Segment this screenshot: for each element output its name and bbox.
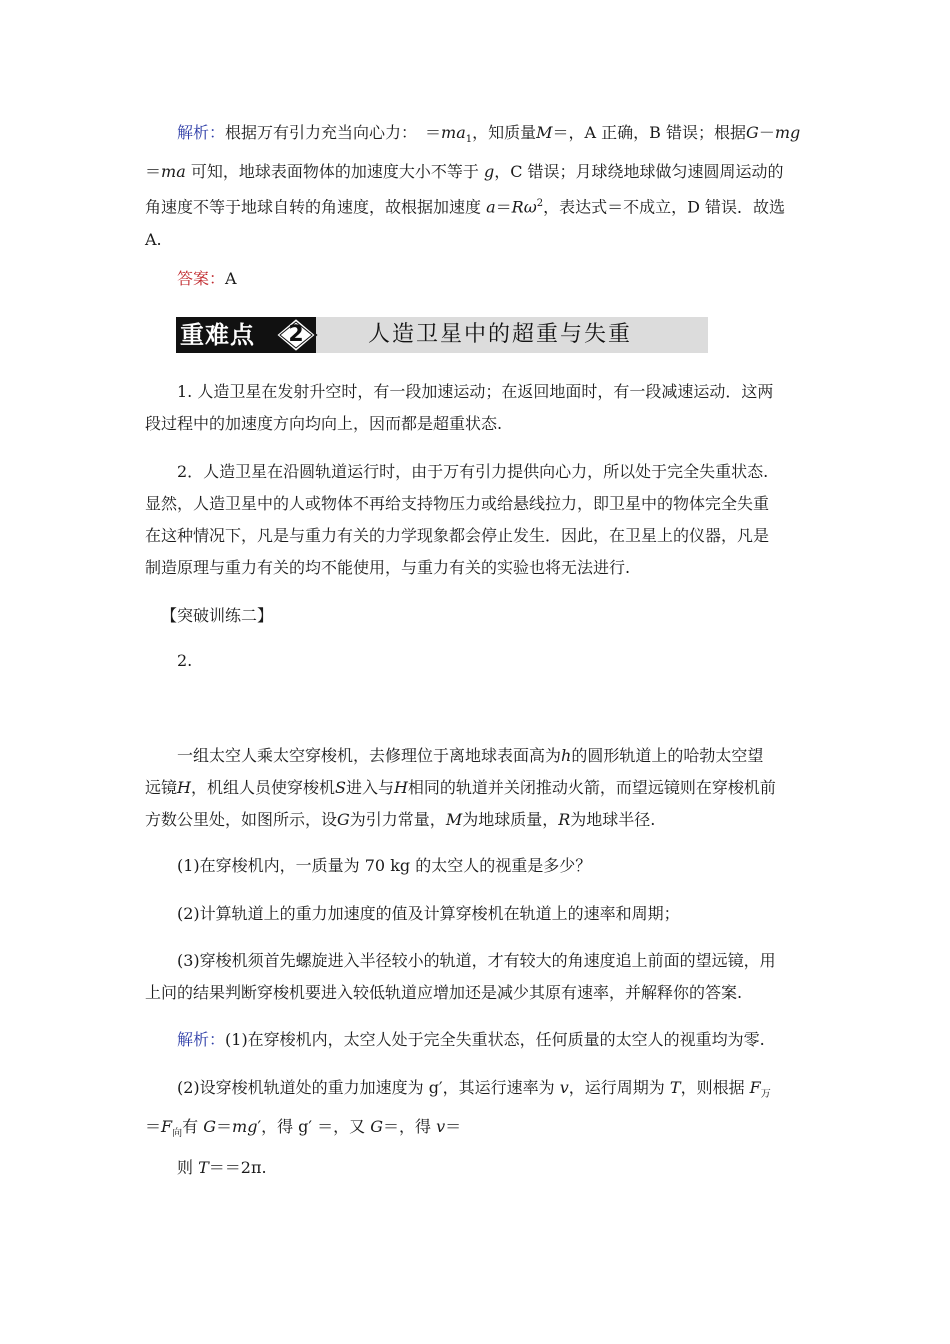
question-line: (1)在穿梭机内，一质量为 70 kg 的太空人的视重是多少？ — [177, 856, 592, 875]
text: ＝ — [145, 162, 162, 182]
var: R — [558, 810, 571, 829]
analysis-paragraph-1 — [145, 117, 810, 256]
var: G — [337, 810, 350, 829]
text: 可知，地球表面物体的加速度大小不等于 — [190, 162, 479, 182]
var: G — [203, 1117, 217, 1137]
text: 远镜 — [145, 778, 178, 797]
training-number — [145, 645, 810, 677]
text: ′，得 g′ ＝，又 — [257, 1117, 366, 1137]
subscript: 向 — [172, 1128, 183, 1140]
banner-title: 人造卫星中的超重与失重 — [368, 322, 633, 347]
text: 方数公里处，如图所示，设 — [145, 810, 338, 829]
point-line: 制造原理与重力有关的均不能使用，与重力有关的实验也将无法进行. — [145, 558, 631, 577]
var: T — [669, 1078, 681, 1097]
point-line: 显然，人造卫星中的人或物体不再给支持物压力或给悬线拉力，即卫星中的物体完全失重 — [145, 494, 770, 513]
analysis-paragraph-4 — [145, 1152, 810, 1184]
text: 为地球半径. — [570, 810, 656, 829]
text: (1)在穿梭机内，太空人处于完全失重状态，任何质量的太空人的视重均为零. — [225, 1030, 765, 1049]
text: ＝ — [216, 1117, 233, 1137]
point-line: 段过程中的加速度方向均向上，因而都是超重状态. — [145, 414, 503, 433]
question-line: 上问的结果判断穿梭机要进入较低轨道应增加还是减少其原有速率，并解释你的答案. — [145, 983, 743, 1002]
analysis-line — [145, 156, 810, 188]
point-line: 2．人造卫星在沿圆轨道运行时，由于万有引力提供向心力，所以处于完全失重状态. — [177, 462, 769, 481]
text: － — [758, 123, 775, 142]
problem-line — [145, 772, 810, 804]
analysis-line — [145, 1024, 810, 1056]
text: ＝，A 正确，B 错误；根据 — [552, 123, 747, 142]
var: M — [445, 810, 463, 829]
point-line: 在这种情况下，凡是与重力有关的力学现象都会停止发生．因此，在卫星上的仪器，凡是 — [145, 526, 770, 545]
text: 有 — [182, 1117, 199, 1137]
analysis-line — [145, 1152, 810, 1184]
question-1 — [145, 850, 810, 882]
var: M — [536, 123, 553, 142]
var: g — [483, 162, 495, 182]
question-3 — [145, 945, 810, 1009]
var: a — [486, 197, 496, 217]
var: H — [393, 778, 408, 797]
problem-line — [145, 804, 810, 836]
text: 为地球质量， — [462, 810, 559, 829]
analysis-paragraph-3 — [145, 1072, 810, 1150]
var: ma — [441, 123, 466, 142]
text: 为引力常量， — [349, 810, 446, 829]
superscript: 2 — [536, 198, 544, 210]
text: 的圆形轨道上的哈勃太空望 — [571, 746, 764, 765]
text: ，知质量 — [472, 123, 537, 142]
text: ，表达式＝不成立，D 错误．故选 — [543, 197, 786, 217]
analysis-line — [145, 1111, 810, 1150]
analysis-line — [145, 188, 810, 223]
text: ＝ — [495, 197, 512, 217]
banner-number: 2 — [288, 322, 304, 347]
analysis-label: 解析： — [177, 1030, 226, 1049]
var: G — [370, 1117, 384, 1137]
text: 则 — [177, 1158, 194, 1177]
subscript: 万 — [760, 1089, 771, 1101]
problem-paragraph — [145, 740, 810, 836]
subscript: 1 — [465, 134, 473, 146]
answer-line — [145, 263, 810, 295]
text: ＝，得 — [383, 1117, 432, 1137]
var: H — [177, 778, 191, 797]
point-paragraph-2 — [145, 456, 810, 584]
text: (2)设穿梭机轨道处的重力加速度为 g′，其运行速率为 — [177, 1078, 555, 1097]
text: ，则根据 — [680, 1078, 745, 1097]
var: Rω — [511, 197, 537, 217]
var: h — [561, 746, 572, 765]
question-line: (2)计算轨道上的重力加速度的值及计算穿梭机在轨道上的速率和周期； — [177, 904, 680, 923]
analysis-line — [145, 117, 810, 156]
section-banner — [176, 317, 708, 353]
point-paragraph-1 — [145, 376, 810, 440]
point-line: 1. 人造卫星在发射升空时，有一段加速运动；在返回地面时，有一段减速运动．这两 — [177, 382, 774, 401]
analysis-label: 解析： — [177, 123, 226, 142]
text: 根据万有引力充当向心力： ＝ — [225, 123, 442, 142]
text: 一组太空人乘太空穿梭机，去修理位于离地球表面高为 — [177, 746, 562, 765]
var: mg — [232, 1117, 258, 1137]
var: v — [436, 1117, 446, 1137]
training-heading — [145, 600, 810, 632]
analysis-paragraph-2 — [145, 1024, 810, 1056]
answer-value: A — [225, 269, 237, 288]
var: mg — [774, 123, 801, 142]
var: F — [749, 1078, 761, 1097]
var: S — [334, 778, 346, 797]
training-number-text: 2. — [177, 651, 193, 670]
text: ＝ — [445, 1117, 462, 1137]
var: ma — [161, 162, 186, 182]
banner-keyword: 重难点 — [180, 321, 255, 349]
answer-label: 答案： — [177, 269, 226, 288]
question-2 — [145, 898, 810, 930]
text: ，运行周期为 — [568, 1078, 665, 1097]
var: v — [559, 1078, 569, 1097]
var: F — [161, 1117, 173, 1137]
var: G — [746, 123, 759, 142]
text: ＝ — [145, 1117, 162, 1137]
analysis-line: A. — [145, 229, 162, 249]
text: ＝＝2π. — [208, 1158, 267, 1177]
question-line: (3)穿梭机须首先螺旋进入半径较小的轨道，才有较大的角速度追上前面的望远镜，用 — [177, 951, 776, 970]
answer-paragraph-1 — [145, 263, 810, 295]
problem-line — [145, 740, 810, 772]
analysis-line — [145, 1072, 810, 1111]
var: T — [198, 1158, 209, 1177]
text: ，C 错误；月球绕地球做匀速圆周运动的 — [494, 162, 784, 182]
training-heading-text: 【突破训练二】 — [161, 606, 274, 625]
text: ，机组人员使穿梭机 — [190, 778, 335, 797]
text: 相同的轨道并关闭推动火箭，而望远镜则在穿梭机前 — [407, 778, 776, 797]
text: 进入与 — [345, 778, 394, 797]
text: 角速度不等于地球自转的角速度，故根据加速度 — [145, 197, 482, 217]
